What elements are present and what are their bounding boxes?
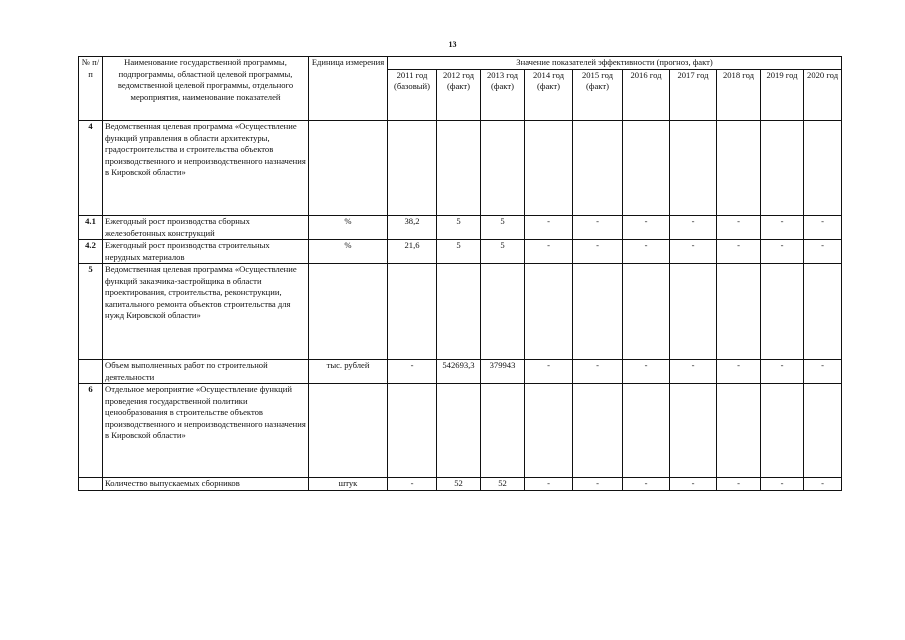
header-row-top [79, 57, 842, 70]
row-value: - [670, 478, 717, 491]
row-value [388, 384, 437, 478]
row-value: - [525, 478, 573, 491]
header-year-cell [525, 69, 573, 121]
row-name: Объем выполненных работ по строительной деятельности [103, 360, 309, 384]
year-label: 2018 год [722, 69, 755, 80]
row-value [804, 384, 842, 478]
year-note: (факт) [447, 81, 470, 91]
row-value [761, 121, 804, 216]
header-year-cell [717, 69, 761, 121]
row-value: 52 [481, 478, 525, 491]
row-name: Количество выпускаемых сборников [103, 478, 309, 491]
row-value: - [717, 478, 761, 491]
row-value: - [525, 360, 573, 384]
row-value [481, 121, 525, 216]
row-value: 379943 [481, 360, 525, 384]
row-unit [309, 121, 388, 216]
row-unit: % [309, 216, 388, 240]
row-value: 5 [481, 216, 525, 240]
row-value: 52 [437, 478, 481, 491]
year-note: (факт) [537, 81, 560, 91]
row-value [623, 384, 670, 478]
row-value: - [761, 216, 804, 240]
year-label: 2015 год [581, 69, 614, 80]
header-unit: Единица измерения [309, 57, 388, 121]
row-value [717, 121, 761, 216]
row-value [573, 264, 623, 360]
row-value: - [761, 240, 804, 264]
row-value [437, 264, 481, 360]
row-name: Ведомственная целевая программа «Осуществление функций заказчика-застройщика в области проектирования, строительства, реконструкции, капитального ремонта объектов строительства для нужд Кировской области» [103, 264, 309, 360]
row-value [761, 264, 804, 360]
row-number: 4.1 [79, 216, 103, 240]
row-unit [309, 384, 388, 478]
row-value: 5 [437, 216, 481, 240]
header-num: № п/п [79, 57, 103, 121]
year-label: 2019 год [766, 69, 798, 80]
header-year-cell [670, 69, 717, 121]
row-value [388, 264, 437, 360]
row-value [573, 121, 623, 216]
row-value [481, 264, 525, 360]
row-value: - [804, 478, 842, 491]
year-label: 2016 год [630, 69, 662, 80]
table-row [79, 264, 842, 360]
row-value: 5 [437, 240, 481, 264]
row-number [79, 478, 103, 491]
row-value: - [670, 216, 717, 240]
row-value: - [804, 240, 842, 264]
row-number: 4.2 [79, 240, 103, 264]
row-name: Ведомственная целевая программа «Осуществление функций управления в области архитектуры, градостроительства и строительства объектов производственного и непроизводственного назначения в Кировской области» [103, 121, 309, 216]
row-value [670, 384, 717, 478]
indicators-table [78, 56, 842, 491]
year-label: 2020 год [807, 69, 839, 80]
row-value: - [573, 360, 623, 384]
row-value: - [717, 360, 761, 384]
header-year-cell [804, 69, 842, 121]
row-value: - [804, 216, 842, 240]
row-value [717, 264, 761, 360]
year-note: (факт) [491, 81, 514, 91]
row-value [437, 121, 481, 216]
table-row [79, 384, 842, 478]
row-unit: тыс. рублей [309, 360, 388, 384]
row-value [623, 121, 670, 216]
row-number: 4 [79, 121, 103, 216]
year-note: (факт) [586, 81, 609, 91]
row-value [804, 121, 842, 216]
row-value: - [761, 360, 804, 384]
row-value: - [761, 478, 804, 491]
header-year-cell [437, 69, 481, 121]
row-value [670, 121, 717, 216]
row-value [525, 264, 573, 360]
header-year-cell [573, 69, 623, 121]
row-value [437, 384, 481, 478]
header-year-cell [623, 69, 670, 121]
table-row [79, 216, 842, 240]
row-value: - [670, 240, 717, 264]
row-value: - [573, 240, 623, 264]
row-name: Отдельное мероприятие «Осуществление функций проведения государственной политики ценообразования в строительстве объектов производственного и непроизводственного назначения в Кировской области» [103, 384, 309, 478]
year-label: 2013 год [486, 69, 519, 80]
row-number [79, 360, 103, 384]
row-value: - [388, 478, 437, 491]
row-name: Ежегодный рост производства сборных железобетонных конструкций [103, 216, 309, 240]
row-value [481, 384, 525, 478]
row-value: - [573, 478, 623, 491]
year-label: 2017 год [677, 69, 709, 80]
header-name: Наименование государственной программы, подпрограммы, областной целевой программы, ведомственной целевой программы, отдельного мероприятия, наименование показателей [103, 57, 309, 121]
year-note: (базовый) [394, 81, 430, 91]
row-value [388, 121, 437, 216]
row-value [623, 264, 670, 360]
row-value [670, 264, 717, 360]
table-row [79, 360, 842, 384]
row-value: - [717, 216, 761, 240]
header-values-group: Значение показателей эффективности (прогноз, факт) [388, 57, 842, 70]
page-number: 13 [448, 40, 457, 49]
row-unit: штук [309, 478, 388, 491]
row-value: - [804, 360, 842, 384]
table-row [79, 240, 842, 264]
year-label: 2012 год [442, 69, 475, 80]
row-value: - [623, 216, 670, 240]
row-value: - [388, 360, 437, 384]
header-year-cell [388, 69, 437, 121]
row-value: 5 [481, 240, 525, 264]
row-number: 6 [79, 384, 103, 478]
header-year-cell [761, 69, 804, 121]
row-value: - [717, 240, 761, 264]
row-value: - [623, 478, 670, 491]
row-unit [309, 264, 388, 360]
row-value [525, 384, 573, 478]
row-value [761, 384, 804, 478]
row-value [573, 384, 623, 478]
row-value: 542693,3 [437, 360, 481, 384]
year-label: 2011 год [396, 69, 428, 80]
row-value: 21,6 [388, 240, 437, 264]
row-value: - [623, 240, 670, 264]
row-value: - [525, 240, 573, 264]
row-value: - [573, 216, 623, 240]
row-unit: % [309, 240, 388, 264]
row-value: - [670, 360, 717, 384]
row-value: - [525, 216, 573, 240]
row-value: 38,2 [388, 216, 437, 240]
table-row [79, 121, 842, 216]
row-value: - [623, 360, 670, 384]
header-year-cell [481, 69, 525, 121]
row-value [804, 264, 842, 360]
table-row [79, 478, 842, 491]
row-name: Ежегодный рост производства строительных нерудных материалов [103, 240, 309, 264]
row-number: 5 [79, 264, 103, 360]
year-label: 2014 год [532, 69, 565, 80]
row-value [717, 384, 761, 478]
row-value [525, 121, 573, 216]
